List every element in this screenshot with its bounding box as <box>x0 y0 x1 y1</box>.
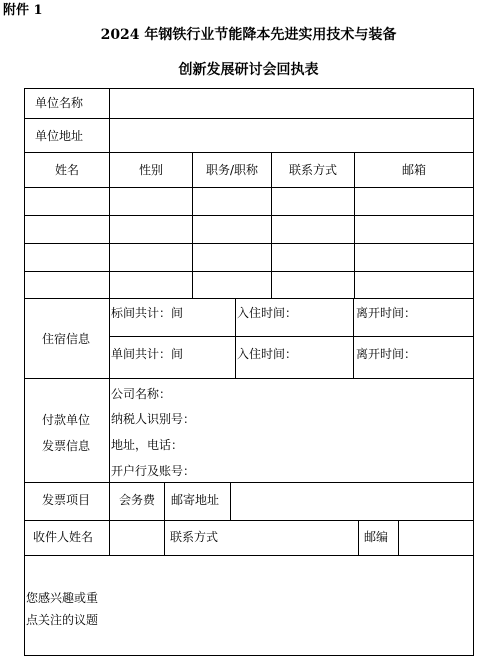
table-row[interactable] <box>25 244 473 271</box>
standard-room-checkout[interactable]: 离开时间： <box>356 306 417 320</box>
row-divider <box>24 555 474 556</box>
bank-account-field[interactable]: 开户行及账号： <box>111 464 196 478</box>
payment-label-line1: 付款单位 <box>42 413 91 427</box>
company-name-field[interactable]: 公司名称： <box>111 387 172 401</box>
invoice-item-fee: 会务费 <box>118 493 155 507</box>
column-divider <box>358 520 359 555</box>
column-divider <box>164 482 165 555</box>
row-divider <box>24 118 474 119</box>
column-divider <box>235 298 236 378</box>
column-header-gender: 性别 <box>138 163 163 177</box>
unit-name-label: 单位名称 <box>35 96 84 110</box>
column-divider <box>398 520 399 555</box>
page-title: 2024 年钢铁行业节能降本先进实用技术与装备 <box>100 27 397 43</box>
column-divider <box>109 88 110 555</box>
single-room-count[interactable]: 单间共计：间 <box>111 347 184 361</box>
mailing-address-field[interactable] <box>232 484 472 519</box>
interest-topics-field[interactable] <box>111 557 472 654</box>
standard-room-checkin[interactable]: 入住时间： <box>237 306 298 320</box>
row-divider <box>24 378 474 379</box>
row-divider <box>24 520 474 521</box>
column-divider <box>230 482 231 520</box>
column-divider <box>353 298 354 378</box>
tax-id-field[interactable]: 纳税人识别号： <box>111 412 196 426</box>
unit-name-field[interactable] <box>111 90 472 117</box>
row-divider <box>24 298 474 299</box>
row-divider <box>109 336 474 337</box>
column-header-contact: 联系方式 <box>288 163 337 177</box>
column-header-name: 姓名 <box>54 163 79 177</box>
unit-address-field[interactable] <box>111 120 472 151</box>
attachment-label: 附件 1 <box>3 3 43 18</box>
row-divider <box>24 482 474 483</box>
invoice-item-label: 发票项目 <box>42 493 91 507</box>
mailing-address-label: 邮寄地址 <box>171 493 220 507</box>
lodging-label: 住宿信息 <box>42 332 91 346</box>
page-subtitle: 创新发展研讨会回执表 <box>178 62 319 78</box>
single-room-checkin[interactable]: 入住时间： <box>237 347 298 361</box>
single-room-checkout[interactable]: 离开时间： <box>356 347 417 361</box>
table-row[interactable] <box>25 188 473 215</box>
recipient-name-field[interactable] <box>111 522 163 554</box>
unit-address-label: 单位地址 <box>35 129 84 143</box>
recipient-contact-field[interactable] <box>232 522 357 554</box>
interest-label-line1: 您感兴趣或重 <box>26 591 99 605</box>
postcode-label: 邮编 <box>364 530 389 544</box>
column-header-title: 职务/职称 <box>205 163 259 177</box>
interest-label-line2: 点关注的议题 <box>26 613 99 627</box>
table-row[interactable] <box>25 272 473 298</box>
row-divider <box>24 152 474 153</box>
table-row[interactable] <box>25 216 473 243</box>
recipient-name-label: 收件人姓名 <box>33 530 94 544</box>
address-phone-field[interactable]: 地址，电话： <box>111 438 184 452</box>
recipient-contact-label: 联系方式 <box>170 530 219 544</box>
postcode-field[interactable] <box>400 522 472 554</box>
column-header-email: 邮箱 <box>401 163 426 177</box>
standard-room-count[interactable]: 标间共计：间 <box>111 306 184 320</box>
payment-label-line2: 发票信息 <box>42 439 91 453</box>
